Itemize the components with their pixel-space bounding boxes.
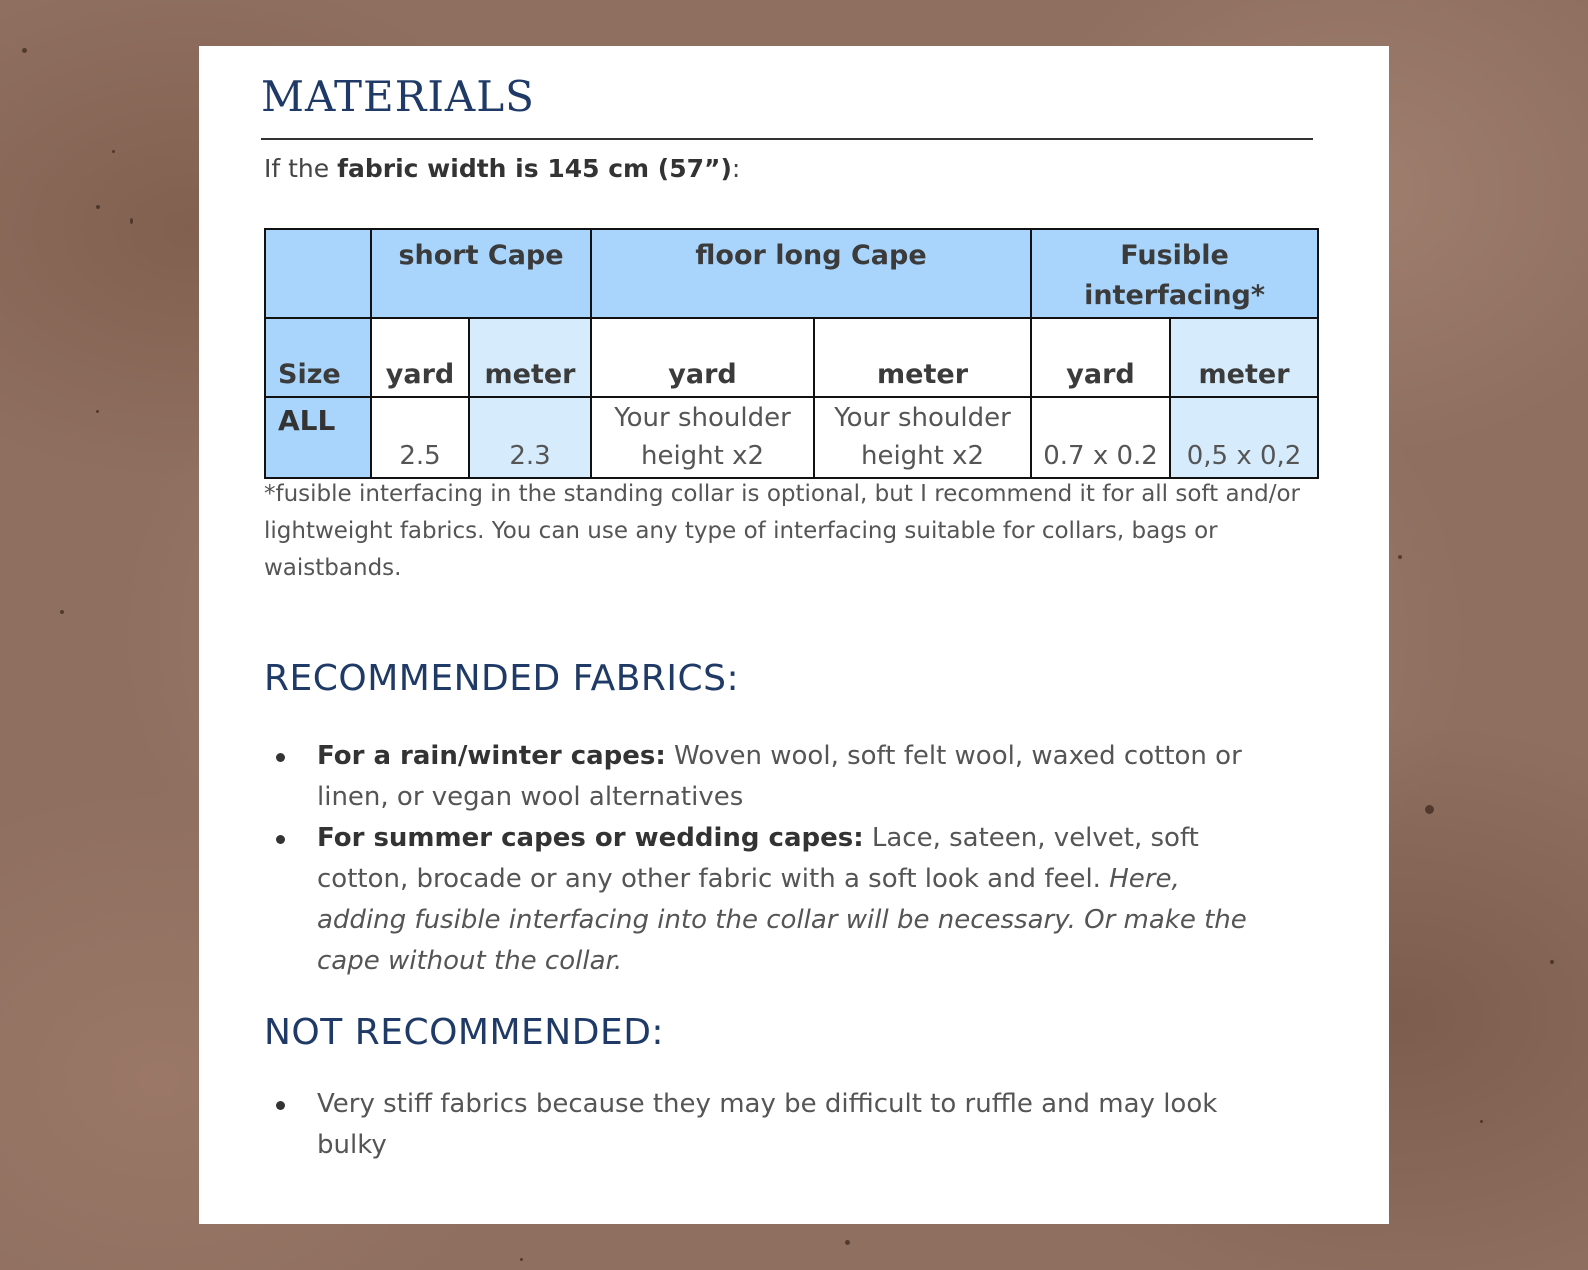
subheader-long-yard: yard: [591, 318, 814, 397]
cell-long-yard: Your shoulder height x2: [591, 397, 814, 478]
background-speck: [130, 218, 133, 224]
background-speck: [96, 205, 100, 209]
background-speck: [1398, 555, 1402, 559]
not-recommended-heading: NOT RECOMMENDED:: [264, 1012, 665, 1053]
materials-sheet: [199, 46, 1389, 1224]
list-item-text: Woven wool, soft felt wool, waxed cotton or linen, or vegan wool alternatives: [317, 741, 1242, 812]
list-item: [317, 736, 1247, 818]
fabric-width-intro: [264, 154, 740, 183]
subheader-fusible-yard: yard: [1031, 318, 1170, 397]
materials-title: MATERIALS: [261, 72, 535, 121]
materials-table: [264, 228, 1319, 479]
background-speck: [22, 48, 27, 53]
list-item-bold: For a rain/winter capes:: [317, 741, 666, 771]
bullet-icon: [276, 1101, 285, 1110]
intro-bold: fabric width is 145 cm (57”): [337, 154, 732, 183]
subheader-size: Size: [265, 318, 371, 397]
cell-fusible-meter: 0,5 x 0,2: [1170, 397, 1318, 478]
subheader-long-meter: meter: [814, 318, 1031, 397]
table-subheader-row: [265, 318, 1318, 397]
cell-fusible-yard: 0.7 x 0.2: [1031, 397, 1170, 478]
list-item: [317, 1084, 1247, 1166]
background-speck: [520, 1258, 523, 1261]
header-floor-long-cape: floor long Cape: [591, 229, 1031, 318]
background-speck: [60, 610, 64, 614]
cell-short-yard: 2.5: [371, 397, 469, 478]
background-speck: [112, 150, 115, 153]
background-speck: [845, 1240, 850, 1245]
list-item: [317, 818, 1247, 982]
background-speck: [1550, 960, 1554, 964]
header-short-cape: short Cape: [371, 229, 591, 318]
table-header-row: [265, 229, 1318, 318]
cell-short-meter: 2.3: [469, 397, 591, 478]
title-divider: [261, 138, 1313, 140]
cell-long-meter: Your shoulder height x2: [814, 397, 1031, 478]
subheader-fusible-meter: meter: [1170, 318, 1318, 397]
background-speck: [1480, 1120, 1483, 1123]
list-item-bold: For summer capes or wedding capes:: [317, 823, 864, 853]
background-speck: [96, 410, 99, 413]
table-row: [265, 397, 1318, 478]
bullet-icon: [276, 753, 285, 762]
recommended-heading: RECOMMENDED FABRICS:: [264, 658, 740, 699]
not-recommended-list: [317, 1084, 1247, 1166]
subheader-short-yard: yard: [371, 318, 469, 397]
header-fusible-interfacing: Fusible interfacing*: [1031, 229, 1318, 318]
recommended-list: [317, 736, 1247, 982]
intro-suffix: :: [731, 154, 741, 183]
background-speck: [1425, 805, 1434, 814]
cell-size-all: ALL: [265, 397, 371, 478]
list-item-text: Lace, sateen, velvet, soft cotton, brocade or any other fabric with a soft look and feel.: [317, 823, 1199, 894]
bullet-icon: [276, 835, 285, 844]
header-empty-cell: [265, 229, 371, 318]
list-item-text: Very stiff fabrics because they may be difficult to ruffle and may look bulky: [317, 1089, 1218, 1160]
subheader-short-meter: meter: [469, 318, 591, 397]
fusible-footnote: *fusible interfacing in the standing collar is optional, but I recommend it for all soft and/or lightweight fabrics. You can use any type of interfacing suitable for collars, bags or waistbands.: [264, 481, 1300, 581]
intro-prefix: If the: [264, 154, 338, 183]
list-item-italic: Here, adding fusible interfacing into the collar will be necessary. Or make the cape without the collar.: [317, 864, 1247, 976]
